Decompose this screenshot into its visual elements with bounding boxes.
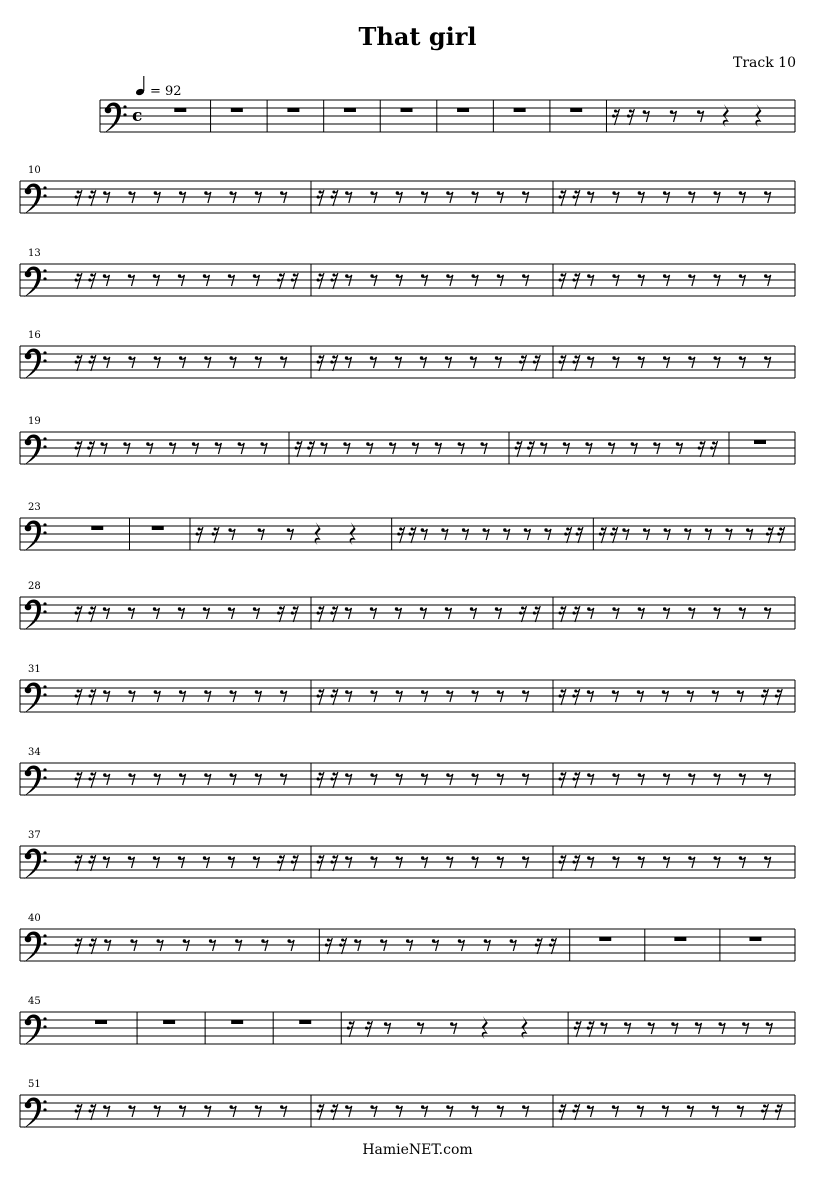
staff-system	[20, 248, 795, 297]
staff-system	[20, 581, 795, 630]
sixteenth-rest-icon	[291, 606, 299, 622]
staff-system	[20, 830, 795, 879]
bass-clef-dot-icon	[43, 768, 46, 771]
measure-number: 51	[28, 1079, 41, 1090]
sixteenth-rest-icon	[365, 1021, 373, 1037]
sixteenth-rest-icon	[572, 772, 580, 788]
sixteenth-rest-icon	[564, 527, 572, 543]
bass-clef-dot-icon	[43, 359, 46, 362]
sixteenth-rest-icon	[88, 772, 96, 788]
sixteenth-rest-icon	[75, 938, 83, 954]
bass-clef-dot-icon	[25, 770, 32, 777]
sixteenth-rest-icon	[572, 855, 580, 871]
bass-clef-dot-icon	[25, 353, 32, 360]
bass-clef-dot-icon	[105, 107, 112, 114]
measure-number: 37	[28, 830, 41, 841]
sixteenth-rest-icon	[277, 273, 285, 289]
sixteenth-rest-icon	[75, 855, 83, 871]
sixteenth-rest-icon	[698, 441, 706, 457]
track-label: Track 10	[733, 55, 796, 71]
bass-clef-dot-icon	[43, 1017, 46, 1020]
sixteenth-rest-icon	[572, 689, 580, 705]
whole-rest-icon	[231, 1020, 243, 1024]
sixteenth-rest-icon	[330, 273, 338, 289]
bass-clef-dot-icon	[43, 437, 46, 440]
bass-clef-dot-icon	[25, 853, 32, 860]
sixteenth-rest-icon	[397, 527, 405, 543]
sixteenth-rest-icon	[317, 1104, 325, 1120]
bass-clef-dot-icon	[25, 188, 32, 195]
sixteenth-rest-icon	[761, 1104, 769, 1120]
bass-clef-dot-icon	[25, 439, 32, 446]
whole-rest-icon	[674, 937, 686, 941]
sixteenth-rest-icon	[710, 441, 718, 457]
sixteenth-rest-icon	[347, 1021, 355, 1037]
bass-clef-dot-icon	[25, 604, 32, 611]
measure-number: 28	[28, 581, 41, 592]
sixteenth-rest-icon	[330, 689, 338, 705]
bass-clef-dot-icon	[43, 523, 46, 526]
staff-system	[20, 330, 795, 379]
bass-clef-dot-icon	[43, 531, 46, 534]
sixteenth-rest-icon	[559, 355, 567, 371]
sixteenth-rest-icon	[317, 855, 325, 871]
sixteenth-rest-icon	[196, 527, 204, 543]
staff-system	[20, 165, 795, 214]
tempo-marking	[135, 76, 182, 99]
sixteenth-rest-icon	[88, 606, 96, 622]
sixteenth-rest-icon	[330, 855, 338, 871]
bass-clef-dot-icon	[25, 1019, 32, 1026]
sixteenth-rest-icon	[295, 441, 303, 457]
staff-system	[20, 664, 795, 713]
bass-clef-dot-icon	[25, 687, 32, 694]
sixteenth-rest-icon	[330, 355, 338, 371]
sixteenth-rest-icon	[317, 190, 325, 206]
whole-rest-icon	[401, 108, 413, 112]
sixteenth-rest-icon	[330, 772, 338, 788]
sixteenth-rest-icon	[325, 938, 333, 954]
sixteenth-rest-icon	[212, 527, 220, 543]
sixteenth-rest-icon	[535, 938, 543, 954]
bass-clef-dot-icon	[43, 693, 46, 696]
measure-number: 23	[28, 502, 41, 513]
bass-clef-dot-icon	[43, 685, 46, 688]
sixteenth-rest-icon	[317, 355, 325, 371]
sixteenth-rest-icon	[75, 1104, 83, 1120]
sixteenth-rest-icon	[559, 772, 567, 788]
bass-clef-dot-icon	[43, 269, 46, 272]
sixteenth-rest-icon	[559, 1104, 567, 1120]
sixteenth-rest-icon	[766, 527, 774, 543]
sixteenth-rest-icon	[549, 938, 557, 954]
bass-clef-dot-icon	[43, 186, 46, 189]
sixteenth-rest-icon	[519, 355, 527, 371]
whole-rest-icon	[457, 108, 469, 112]
sixteenth-rest-icon	[317, 606, 325, 622]
page-title: That girl	[358, 22, 477, 51]
sixteenth-rest-icon	[88, 1104, 96, 1120]
whole-rest-icon	[570, 108, 582, 112]
footer-credit: HamieNET.com	[362, 1142, 473, 1158]
sixteenth-rest-icon	[277, 606, 285, 622]
measure-number: 45	[28, 996, 41, 1007]
sixteenth-rest-icon	[627, 109, 635, 125]
measure-number: 31	[28, 664, 41, 675]
sixteenth-rest-icon	[317, 772, 325, 788]
sixteenth-rest-icon	[572, 1104, 580, 1120]
sixteenth-rest-icon	[291, 273, 299, 289]
whole-rest-icon	[152, 526, 164, 530]
sixteenth-rest-icon	[88, 855, 96, 871]
sixteenth-rest-icon	[330, 190, 338, 206]
sixteenth-rest-icon	[527, 441, 535, 457]
staff-system	[20, 996, 795, 1045]
sixteenth-rest-icon	[572, 190, 580, 206]
measure-number: 19	[28, 416, 41, 427]
staff-system	[20, 502, 795, 551]
sixteenth-rest-icon	[75, 441, 83, 457]
sixteenth-rest-icon	[559, 606, 567, 622]
sixteenth-rest-icon	[88, 689, 96, 705]
bass-clef-dot-icon	[123, 113, 126, 116]
whole-rest-icon	[163, 1020, 175, 1024]
sixteenth-rest-icon	[599, 527, 607, 543]
bass-clef-dot-icon	[43, 351, 46, 354]
sixteenth-rest-icon	[515, 441, 523, 457]
bass-clef-dot-icon	[123, 105, 126, 108]
sixteenth-rest-icon	[88, 355, 96, 371]
sixteenth-rest-icon	[572, 355, 580, 371]
bass-clef-dot-icon	[25, 271, 32, 278]
sixteenth-rest-icon	[75, 606, 83, 622]
sixteenth-rest-icon	[75, 689, 83, 705]
whole-rest-icon	[95, 1020, 107, 1024]
whole-rest-icon	[754, 440, 766, 444]
sixteenth-rest-icon	[88, 273, 96, 289]
measure-number: 13	[28, 248, 41, 259]
common-time-icon: c	[132, 106, 143, 126]
bass-clef-dot-icon	[43, 859, 46, 862]
whole-rest-icon	[174, 108, 186, 112]
sixteenth-rest-icon	[559, 855, 567, 871]
bass-clef-dot-icon	[43, 610, 46, 613]
bass-clef-dot-icon	[43, 934, 46, 937]
bass-clef-dot-icon	[43, 1025, 46, 1028]
sixteenth-rest-icon	[572, 606, 580, 622]
sixteenth-rest-icon	[587, 1021, 595, 1037]
sixteenth-rest-icon	[307, 441, 315, 457]
bass-clef-dot-icon	[43, 194, 46, 197]
sixteenth-rest-icon	[330, 1104, 338, 1120]
sixteenth-rest-icon	[775, 689, 783, 705]
whole-rest-icon	[299, 1020, 311, 1024]
sixteenth-rest-icon	[559, 190, 567, 206]
staff-system	[20, 747, 795, 796]
whole-rest-icon	[514, 108, 526, 112]
whole-rest-icon	[749, 937, 761, 941]
bass-clef-dot-icon	[43, 277, 46, 280]
bass-clef-dot-icon	[43, 776, 46, 779]
sixteenth-rest-icon	[559, 273, 567, 289]
measure-number: 40	[28, 913, 41, 924]
staff-system	[20, 416, 795, 465]
sixteenth-rest-icon	[75, 190, 83, 206]
staff-system	[100, 100, 795, 133]
sixteenth-rest-icon	[775, 1104, 783, 1120]
sixteenth-rest-icon	[291, 855, 299, 871]
sixteenth-rest-icon	[88, 190, 96, 206]
sixteenth-rest-icon	[612, 109, 620, 125]
whole-rest-icon	[287, 108, 299, 112]
bass-clef-dot-icon	[43, 445, 46, 448]
bass-clef-dot-icon	[25, 525, 32, 532]
sixteenth-rest-icon	[75, 772, 83, 788]
sixteenth-rest-icon	[574, 1021, 582, 1037]
bass-clef-dot-icon	[43, 1100, 46, 1103]
staff-system	[20, 1079, 795, 1128]
sixteenth-rest-icon	[277, 855, 285, 871]
whole-rest-icon	[91, 526, 103, 530]
sixteenth-rest-icon	[409, 527, 417, 543]
sixteenth-rest-icon	[330, 606, 338, 622]
sixteenth-rest-icon	[317, 689, 325, 705]
bass-clef-dot-icon	[43, 851, 46, 854]
measure-number: 34	[28, 747, 41, 758]
bass-clef-dot-icon	[43, 602, 46, 605]
measure-number: 16	[28, 330, 41, 341]
sixteenth-rest-icon	[519, 606, 527, 622]
sixteenth-rest-icon	[559, 689, 567, 705]
sixteenth-rest-icon	[89, 938, 97, 954]
whole-rest-icon	[344, 108, 356, 112]
bass-clef-dot-icon	[25, 936, 32, 943]
bass-clef-dot-icon	[25, 1102, 32, 1109]
tempo-value: = 92	[150, 84, 182, 99]
sixteenth-rest-icon	[533, 355, 541, 371]
sixteenth-rest-icon	[75, 273, 83, 289]
staff-system	[20, 913, 795, 962]
sixteenth-rest-icon	[75, 355, 83, 371]
sixteenth-rest-icon	[533, 606, 541, 622]
sixteenth-rest-icon	[610, 527, 618, 543]
measure-number: 10	[28, 165, 41, 176]
sixteenth-rest-icon	[339, 938, 347, 954]
sixteenth-rest-icon	[777, 527, 785, 543]
whole-rest-icon	[231, 108, 243, 112]
sixteenth-rest-icon	[87, 441, 95, 457]
sixteenth-rest-icon	[761, 689, 769, 705]
sixteenth-rest-icon	[317, 273, 325, 289]
sixteenth-rest-icon	[575, 527, 583, 543]
bass-clef-dot-icon	[43, 942, 46, 945]
sixteenth-rest-icon	[572, 273, 580, 289]
whole-rest-icon	[599, 937, 611, 941]
bass-clef-dot-icon	[43, 1108, 46, 1111]
